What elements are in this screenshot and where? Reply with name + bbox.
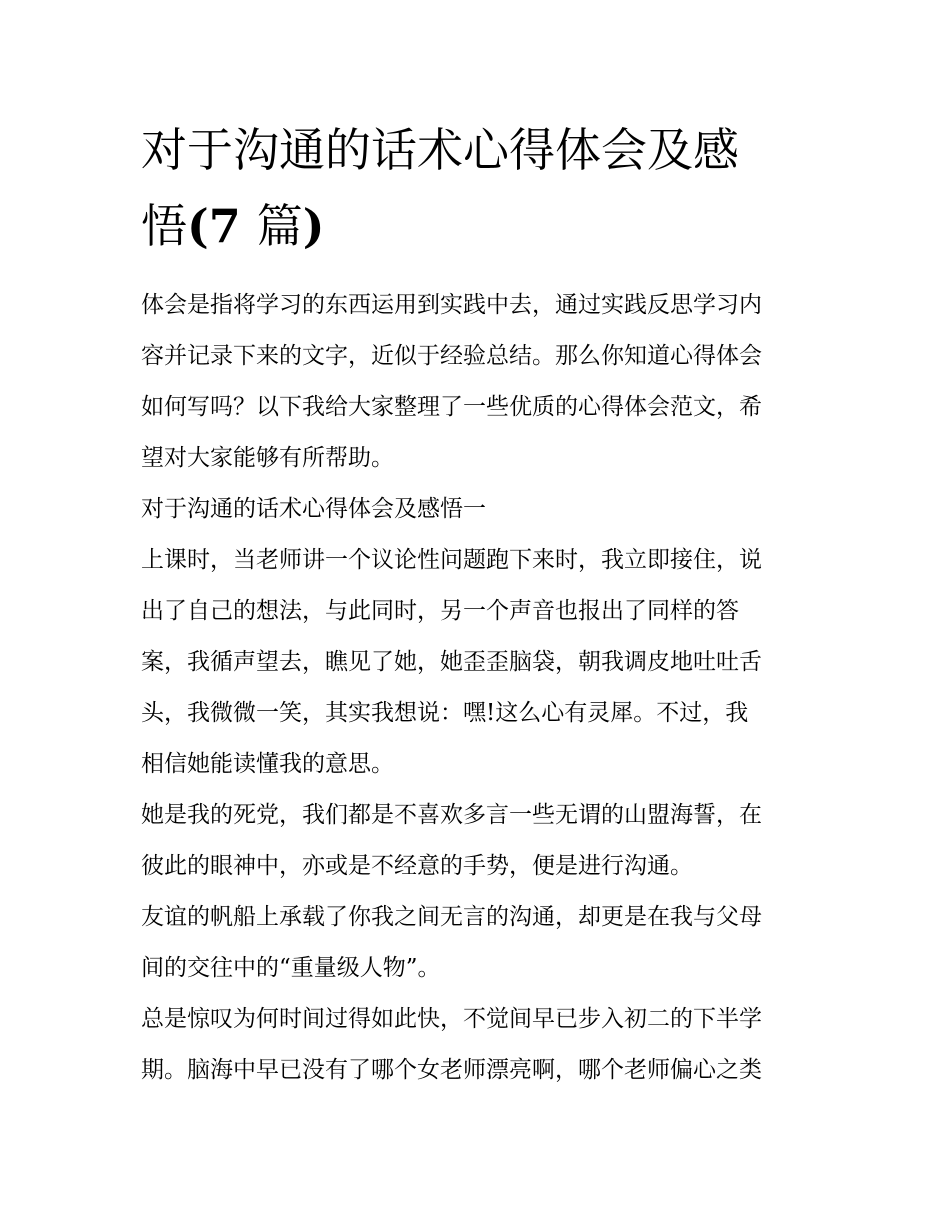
paragraph-time — [141, 994, 816, 1096]
title-count-close: ) — [302, 199, 325, 253]
title-line-2-char: 悟 — [141, 199, 187, 253]
title-spacer — [141, 264, 816, 280]
text-line: 上课时，当老师讲一个议论性问题跑下来时，我立即接住，说 — [141, 547, 762, 573]
text-line: 间的交往中的“重量级人物”。 — [141, 955, 441, 981]
text-line: 容并记录下来的文字，近似于经验总结。那么你知道心得体会 — [141, 343, 762, 369]
text-line: 体会是指将学习的东西运用到实践中去，通过实践反思学习内 — [141, 292, 762, 318]
title-line-1: 对于沟通的话术心得体会及感 — [141, 123, 739, 177]
text-line: 期。脑海中早已没有了哪个女老师漂亮啊，哪个老师偏心之类 — [141, 1057, 762, 1083]
text-line: 她是我的死党，我们都是不喜欢多言一些无谓的山盟海誓，在 — [141, 802, 762, 828]
text-line: 望对大家能够有所帮助。 — [141, 445, 394, 471]
paragraph-class-story — [141, 535, 816, 790]
text-line: 彼此的眼神中，亦或是不经意的手势，便是进行沟通。 — [141, 853, 693, 879]
text-line: 总是惊叹为何时间过得如此快，不觉间早已步入初二的下半学 — [141, 1006, 762, 1032]
title-count-unit: 篇 — [256, 199, 303, 253]
paragraph-friendship — [141, 892, 816, 994]
text-line: 对于沟通的话术心得体会及感悟一 — [141, 496, 486, 522]
text-line: 如何写吗？以下我给大家整理了一些优质的心得体会范文，希 — [141, 394, 762, 420]
text-line: 友谊的帆船上承载了你我之间无言的沟通，却更是在我与父母 — [141, 904, 762, 930]
text-line: 案，我循声望去，瞧见了她，她歪歪脑袋，朝我调皮地吐吐舌 — [141, 649, 762, 675]
document-body — [141, 112, 816, 1096]
paragraph-intro — [141, 280, 816, 484]
document-title — [141, 112, 816, 264]
section-heading — [141, 484, 816, 535]
title-count-open: (7 — [187, 199, 257, 253]
paragraph-best-friend — [141, 790, 816, 892]
text-line: 出了自己的想法，与此同时，另一个声音也报出了同样的答 — [141, 598, 739, 624]
text-line: 头，我微微一笑，其实我想说：嘿!这么心有灵犀。不过，我 — [141, 700, 749, 726]
text-line: 相信她能读懂我的意思。 — [141, 751, 394, 777]
